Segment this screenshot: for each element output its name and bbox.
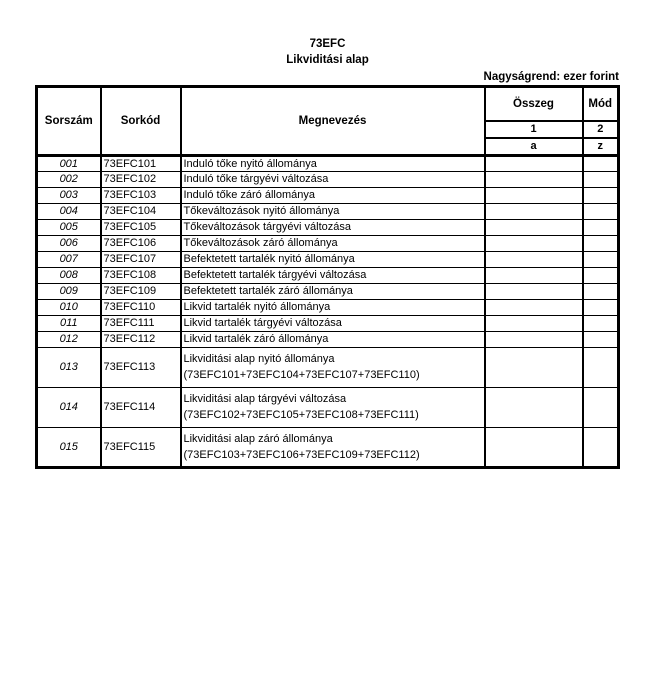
row-mod-cell[interactable]: [583, 187, 619, 203]
row-megnevezes: Befektetett tartalék tárgyévi változása: [181, 267, 485, 283]
row-mod-cell[interactable]: [583, 267, 619, 283]
row-sorkod: 73EFC112: [101, 331, 181, 347]
row-sorszam: 009: [37, 283, 101, 299]
table-row: [37, 235, 619, 251]
table-row: [37, 203, 619, 219]
table-row: [37, 155, 619, 171]
row-megnevezes: Likvid tartalék nyitó állománya: [181, 299, 485, 315]
table-row: [37, 387, 619, 427]
row-sorszam: 012: [37, 331, 101, 347]
row-mod-cell[interactable]: [583, 283, 619, 299]
row-sorszam: 013: [37, 347, 101, 387]
row-sorkod: 73EFC114: [101, 387, 181, 427]
row-osszeg-cell[interactable]: [485, 283, 583, 299]
table-row: [37, 251, 619, 267]
row-megnevezes: Tőkeváltozások záró állománya: [181, 235, 485, 251]
table-row: [37, 171, 619, 187]
row-megnevezes-line1: Likviditási alap záró állománya: [183, 432, 333, 445]
row-sorkod: 73EFC106: [101, 235, 181, 251]
row-sorkod: 73EFC103: [101, 187, 181, 203]
row-osszeg-cell[interactable]: [485, 235, 583, 251]
row-sorszam: 002: [37, 171, 101, 187]
col-header-sorszam: Sorszám: [37, 87, 101, 156]
row-mod-cell[interactable]: [583, 171, 619, 187]
row-megnevezes: Tőkeváltozások tárgyévi változása: [181, 219, 485, 235]
row-megnevezes: [181, 427, 485, 467]
row-sorkod: 73EFC104: [101, 203, 181, 219]
row-osszeg-cell[interactable]: [485, 203, 583, 219]
row-megnevezes-formula: (73EFC101+73EFC104+73EFC107+73EFC110): [183, 369, 420, 381]
col-header-sorkod: Sorkód: [101, 87, 181, 156]
col-header-mod: Mód: [583, 87, 619, 121]
col-type-mod: z: [583, 138, 619, 156]
row-mod-cell[interactable]: [583, 427, 619, 467]
row-mod-cell[interactable]: [583, 219, 619, 235]
table-row: [37, 347, 619, 387]
col-number-mod: 2: [583, 121, 619, 138]
row-sorszam: 007: [37, 251, 101, 267]
row-megnevezes-formula: (73EFC102+73EFC105+73EFC108+73EFC111): [183, 409, 419, 421]
row-sorkod: 73EFC102: [101, 171, 181, 187]
row-sorszam: 004: [37, 203, 101, 219]
row-sorszam: 011: [37, 315, 101, 331]
row-megnevezes: Befektetett tartalék záró állománya: [181, 283, 485, 299]
data-table: [35, 85, 620, 469]
row-mod-cell[interactable]: [583, 235, 619, 251]
row-sorkod: 73EFC109: [101, 283, 181, 299]
table-row: [37, 187, 619, 203]
row-megnevezes-line1: Likviditási alap tárgyévi változása: [183, 393, 347, 405]
row-osszeg-cell[interactable]: [485, 315, 583, 331]
row-sorkod: 73EFC111: [101, 315, 181, 331]
row-megnevezes-formula: (73EFC103+73EFC106+73EFC109+73EFC112): [183, 448, 420, 461]
row-sorkod: 73EFC108: [101, 267, 181, 283]
row-osszeg-cell[interactable]: [485, 427, 583, 467]
row-mod-cell[interactable]: [583, 251, 619, 267]
col-header-megnevezes: Megnevezés: [181, 87, 485, 156]
form-code: 73EFC: [309, 38, 346, 50]
row-megnevezes-line1: Likviditási alap nyitó állománya: [183, 353, 335, 365]
row-sorkod: 73EFC107: [101, 251, 181, 267]
row-sorszam: 003: [37, 187, 101, 203]
row-megnevezes: [181, 347, 485, 387]
unit-label: Nagyságrend: ezer forint: [483, 71, 619, 83]
row-megnevezes: Befektetett tartalék nyitó állománya: [181, 251, 485, 267]
row-sorszam: 001: [37, 155, 101, 171]
row-sorszam: 015: [37, 427, 101, 467]
row-mod-cell[interactable]: [583, 331, 619, 347]
row-sorkod: 73EFC101: [101, 155, 181, 171]
row-sorkod: 73EFC105: [101, 219, 181, 235]
col-header-osszeg: Összeg: [485, 87, 583, 121]
row-mod-cell[interactable]: [583, 155, 619, 171]
table-row: [37, 219, 619, 235]
col-number-osszeg: 1: [485, 121, 583, 138]
row-megnevezes: Likvid tartalék tárgyévi változása: [181, 315, 485, 331]
row-sorszam: 008: [37, 267, 101, 283]
row-megnevezes: Tőkeváltozások nyitó állománya: [181, 203, 485, 219]
table-row: [37, 331, 619, 347]
row-sorszam: 010: [37, 299, 101, 315]
row-sorkod: 73EFC115: [101, 427, 181, 467]
row-osszeg-cell[interactable]: [485, 251, 583, 267]
row-mod-cell[interactable]: [583, 347, 619, 387]
row-mod-cell[interactable]: [583, 299, 619, 315]
table-row: [37, 315, 619, 331]
row-osszeg-cell[interactable]: [485, 155, 583, 171]
row-megnevezes: Induló tőke tárgyévi változása: [181, 171, 485, 187]
row-osszeg-cell[interactable]: [485, 267, 583, 283]
table-row: [37, 299, 619, 315]
row-sorkod: 73EFC113: [101, 347, 181, 387]
row-megnevezes: [181, 387, 485, 427]
form-title: Likviditási alap: [286, 54, 369, 66]
row-megnevezes: Likvid tartalék záró állománya: [181, 331, 485, 347]
table-row: [37, 427, 619, 467]
row-osszeg-cell[interactable]: [485, 347, 583, 387]
row-osszeg-cell[interactable]: [485, 387, 583, 427]
row-mod-cell[interactable]: [583, 387, 619, 427]
row-sorszam: 006: [37, 235, 101, 251]
row-sorkod: 73EFC110: [101, 299, 181, 315]
row-osszeg-cell[interactable]: [485, 331, 583, 347]
row-osszeg-cell[interactable]: [485, 187, 583, 203]
col-type-osszeg: a: [485, 138, 583, 156]
table-row: [37, 267, 619, 283]
row-sorszam: 014: [37, 387, 101, 427]
row-sorszam: 005: [37, 219, 101, 235]
row-osszeg-cell[interactable]: [485, 219, 583, 235]
row-osszeg-cell[interactable]: [485, 171, 583, 187]
row-megnevezes: Induló tőke záró állománya: [181, 187, 485, 203]
row-megnevezes: Induló tőke nyitó állománya: [181, 155, 485, 171]
table-row: [37, 283, 619, 299]
row-osszeg-cell[interactable]: [485, 299, 583, 315]
row-mod-cell[interactable]: [583, 203, 619, 219]
row-mod-cell[interactable]: [583, 315, 619, 331]
